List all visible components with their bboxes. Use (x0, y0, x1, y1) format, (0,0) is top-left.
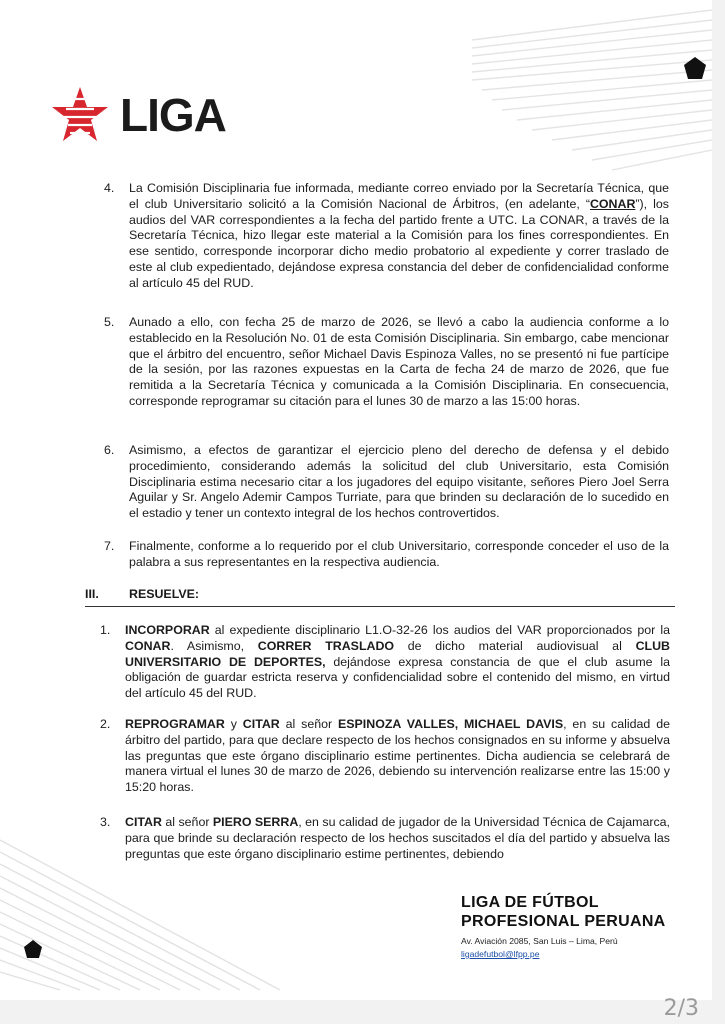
paragraph-number: 7. (104, 539, 115, 553)
footer-org-name (461, 893, 666, 931)
paragraph-number: 4. (104, 181, 115, 195)
bold-term: CITAR (125, 815, 162, 829)
resolution-1 (100, 623, 670, 702)
paragraph-text: Asimismo, a efectos de garantizar el ejercicio pleno del derecho de defensa y el debido procedimiento, considerando además la solicitud del club Universitario, esta Comisión Disciplinaria estima necesario citar a los jugadores del equipo visitante, señores Piero Joel Serra Aguilar y Sr. Angelo Ademir Campos Turriate, para que brinden su declaración de lo sucedido en el estadio y tener un contexto integral de los hechos controvertidos. (129, 443, 669, 521)
footer-address: Av. Aviación 2085, San Luis – Lima, Perú (461, 936, 618, 946)
resolution-text: , en su calidad de jugador de la Universidad Técnica de Cajamarca, para que brinde su declaración respecto de los hechos suscitados el día del partido y absuelva las preguntas que este órgano disciplinario estime pertinentes, debiendo (125, 815, 670, 861)
resolution-3 (100, 815, 670, 862)
footer-email-link[interactable]: ligadefutbol@lfpp.pe (461, 949, 540, 959)
bold-term: INCORPORAR (125, 623, 210, 637)
footer-org-line1: LIGA DE FÚTBOL (461, 894, 599, 911)
page-indicator: 2/3 (663, 996, 699, 1021)
liga-wordmark: LIGA (120, 89, 226, 141)
resolution-number: 2. (100, 717, 111, 731)
corner-pentagon-icon (682, 55, 708, 81)
section-number: III. (85, 587, 99, 601)
bold-term: CONAR (125, 638, 171, 653)
liga-star-logo-icon (50, 85, 110, 145)
resolution-text: . Asimismo, (170, 638, 258, 653)
bold-term: CLUB UNIVERSITARIO DE DEPORTES, (125, 638, 670, 669)
resolution-text: al expediente disciplinario L1.O-32-26 los audios del VAR proporcionados por la (209, 623, 670, 637)
paragraph-number: 5. (104, 315, 115, 329)
resolution-text: dejándose expresa constancia de que el club asume la obligación de guardar estricta reserva y confidencialidad sobre el contenido del mismo, en virtud del artículo 45 del RUD. (125, 654, 670, 701)
section-title: RESUELVE: (129, 587, 199, 601)
liga-logo (50, 80, 226, 150)
resolution-2 (100, 717, 670, 796)
paragraph-text: La Comisión Disciplinaria fue informada, mediante correo enviado por la Secretaría Técnica, que el club Universitario solicitó a la Comisión Nacional de Árbitros, (en adelante, “ (129, 181, 669, 211)
decorative-lines-top-icon (442, 0, 712, 190)
resolution-number: 3. (100, 815, 111, 829)
bold-term: PIERO SERRA (212, 815, 299, 829)
corner-pentagon-bottom-icon (22, 938, 44, 960)
bold-term: REPROGRAMAR (125, 717, 225, 731)
paragraph-5 (104, 315, 669, 410)
resolution-text: , en su calidad de árbitro del partido, para que declare respecto de los hechos consignados en su informe y absuelva las preguntas que este órgano disciplinario estime pertinentes. Dicha audiencia se celebrará de manera virtual el lunes 30 de marzo de 2026, debiendo su intervención realizarse entre las 15:00 y 15:20 horas. (125, 717, 670, 795)
footer-org-line2: PROFESIONAL PERUANA (461, 913, 666, 930)
paragraph-text: ”), los audios del VAR correspondientes a la fecha del partido frente a UTC. La CONAR, a través de la Secretaría Técnica, hizo llegar este material a la Comisión para los fines correspondientes. En ese sentido, corresponde incorporar dicho medio probatorio al expediente y correr traslado de este al club expedientado, dejándose expresa constancia del deber de confidencialidad conforme al artículo 45 del RUD. (129, 196, 669, 290)
resolution-text: y (224, 717, 243, 731)
paragraph-number: 6. (104, 443, 115, 457)
resolution-text: al señor (279, 717, 339, 731)
paragraph-6 (104, 443, 669, 522)
paragraph-text: Finalmente, conforme a lo requerido por el club Universitario, corresponde conceder el uso de la palabra a sus representantes en la respectiva audiencia. (129, 539, 669, 569)
resolution-text: al señor (161, 815, 213, 829)
paragraph-4 (104, 181, 669, 292)
bold-term: ESPINOZA VALLES, MICHAEL DAVIS (338, 717, 564, 731)
resolution-number: 1. (100, 623, 111, 637)
resolution-text: de dicho material audiovisual al (394, 638, 636, 653)
paragraph-7 (104, 539, 669, 571)
bold-term: CORRER TRASLADO (257, 638, 395, 653)
section-heading-resuelve (85, 586, 675, 607)
paragraph-text: Aunado a ello, con fecha 25 de marzo de 2026, se llevó a cabo la audiencia conforme a lo establecido en la Resolución No. 01 de esta Comisión Disciplinaria. Sin embargo, cabe mencionar que el árbitro del encuentro, señor Michael Davis Espinoza Valles, no se presentó ni fue partícipe de la sesión, por las razones expuestas en la Carta de fecha 24 de marzo de 2026, que fue remitida a la Secretaría Técnica y comunicada a la Comisión Disciplinaria. En consecuencia, corresponde reprogramar su citación para el lunes 30 de marzo a las 15:00 horas. (129, 315, 669, 408)
conar-term: CONAR (589, 196, 636, 211)
bold-term: CITAR (242, 717, 280, 731)
